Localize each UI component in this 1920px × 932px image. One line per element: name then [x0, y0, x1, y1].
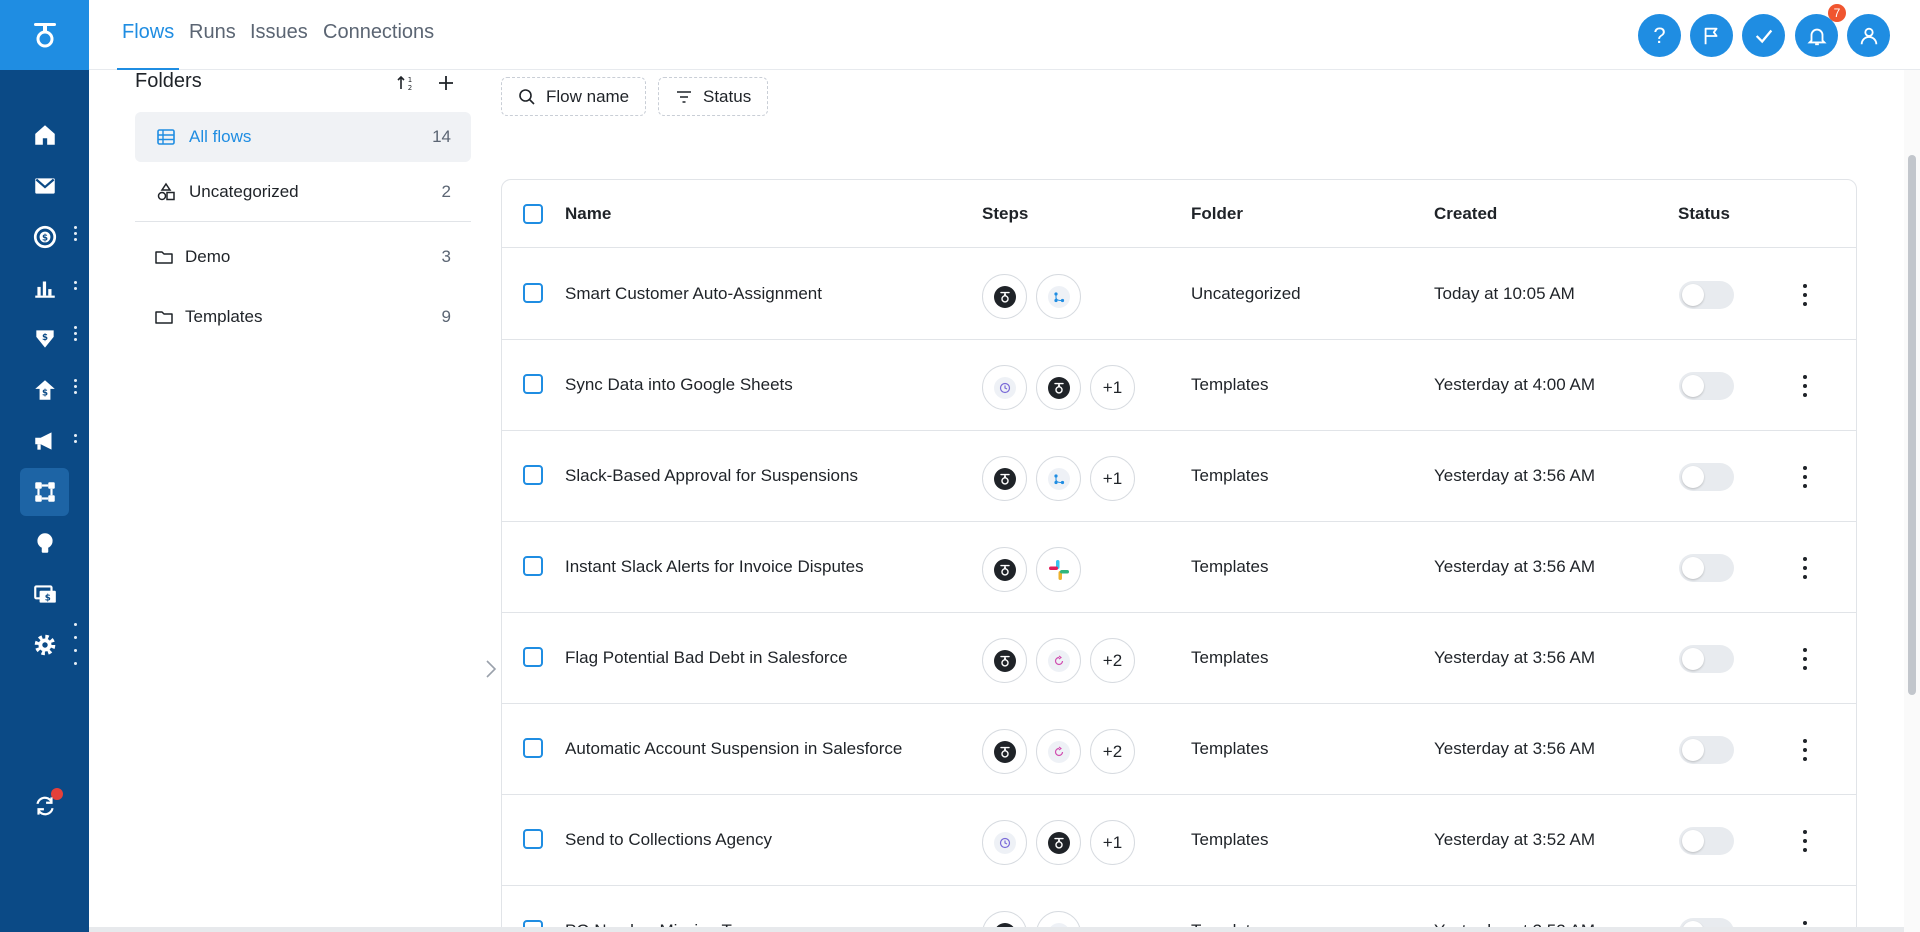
table-icon — [155, 126, 177, 148]
folder-count: 9 — [441, 307, 451, 326]
scrollbar-thumb[interactable] — [1908, 155, 1916, 695]
rail-menu-dots[interactable] — [72, 434, 78, 443]
dollar-cycle-icon — [32, 224, 58, 250]
status-toggle[interactable] — [1679, 554, 1734, 582]
bell-icon — [1806, 25, 1828, 47]
status-filter-label: Status — [703, 86, 752, 106]
status-toggle[interactable] — [1679, 281, 1734, 309]
flow-steps — [982, 274, 1081, 319]
flow-name[interactable]: Slack-Based Approval for Suspensions — [565, 466, 858, 485]
folder-uncategorized[interactable] — [135, 167, 471, 217]
flow-created: Yesterday at 3:56 AM — [1434, 739, 1595, 758]
column-folder[interactable]: Folder — [1191, 204, 1243, 223]
rail-insights[interactable] — [0, 519, 89, 567]
column-steps: Steps — [982, 204, 1029, 223]
status-toggle[interactable] — [1679, 736, 1734, 764]
folder-label: Templates — [185, 307, 263, 326]
column-status: Status — [1678, 204, 1730, 223]
collect-icon — [32, 326, 58, 352]
flow-folder: Templates — [1191, 375, 1269, 394]
flag-icon — [1701, 25, 1723, 47]
step-slack-icon — [1036, 547, 1081, 592]
svg-text:2: 2 — [407, 84, 413, 92]
folder-label: Demo — [185, 247, 231, 266]
step-branch-icon — [1036, 456, 1081, 501]
flow-steps — [982, 456, 1135, 501]
rail-menu-dots[interactable] — [72, 379, 78, 394]
flows-table — [501, 179, 1857, 932]
help-button[interactable] — [1638, 14, 1681, 57]
folder-icon — [153, 306, 175, 328]
row-actions-menu[interactable] — [1800, 645, 1810, 673]
folder-icon — [153, 246, 175, 268]
folder-divider — [135, 221, 471, 222]
step-loop-icon — [1036, 729, 1081, 774]
select-all-checkbox[interactable] — [523, 204, 543, 224]
check-icon — [1753, 25, 1775, 47]
status-toggle[interactable] — [1679, 463, 1734, 491]
flow-created: Yesterday at 3:56 AM — [1434, 466, 1595, 485]
lightbulb-icon — [32, 530, 58, 556]
collapse-panel-button[interactable] — [485, 658, 497, 685]
folder-count: 2 — [441, 182, 451, 201]
flow-created — [1434, 886, 1595, 932]
app-logo[interactable] — [0, 0, 89, 70]
rail-home[interactable] — [0, 111, 89, 159]
step-branch-icon — [1036, 274, 1081, 319]
flow-steps — [982, 365, 1135, 410]
step-app-logo-icon — [982, 456, 1027, 501]
user-icon — [1858, 25, 1880, 47]
tab-runs[interactable]: Runs — [189, 21, 236, 43]
filter-icon — [675, 88, 693, 106]
flow-name-filter[interactable] — [501, 77, 646, 116]
status-toggle[interactable] — [1679, 645, 1734, 673]
svg-text:$: $ — [41, 233, 48, 244]
flow-steps — [982, 729, 1135, 774]
notifications-badge: 7 — [1828, 4, 1846, 22]
question-icon: ? — [1653, 22, 1666, 48]
app-logo-icon — [30, 20, 60, 50]
flow-name[interactable]: Automatic Account Suspension in Salesforce — [565, 739, 903, 758]
flow-name[interactable]: Flag Potential Bad Debt in Salesforce — [565, 648, 848, 667]
row-checkbox[interactable] — [523, 374, 543, 394]
more-steps-count: +1 — [1090, 365, 1135, 410]
table-row[interactable] — [502, 704, 1856, 795]
rail-flows[interactable] — [0, 468, 89, 516]
step-app-logo-icon — [982, 729, 1027, 774]
table-row[interactable] — [502, 795, 1856, 886]
flow-name[interactable]: Send to Collections Agency — [565, 830, 772, 849]
mail-icon — [32, 173, 58, 199]
flow-steps — [982, 547, 1081, 592]
table-row[interactable] — [502, 613, 1856, 704]
step-app-logo-icon — [1036, 365, 1081, 410]
flag-button[interactable] — [1690, 14, 1733, 57]
row-actions-menu[interactable] — [1800, 827, 1810, 855]
tab-connections[interactable]: Connections — [323, 21, 435, 43]
flow-folder — [1191, 886, 1268, 932]
sort-folders-button[interactable] — [393, 70, 419, 96]
flow-folder: Templates — [1191, 648, 1269, 667]
megaphone-icon — [32, 428, 58, 454]
row-checkbox[interactable] — [523, 647, 543, 667]
folder-label: All flows — [189, 127, 252, 146]
row-actions-menu[interactable] — [1800, 736, 1810, 764]
plus-icon — [437, 74, 455, 92]
home-icon — [32, 122, 58, 148]
step-app-logo-icon — [982, 638, 1027, 683]
chevron-right-icon — [485, 658, 497, 680]
flow-name[interactable]: Sync Data into Google Sheets — [565, 375, 793, 394]
flow-folder: Templates — [1191, 557, 1269, 576]
row-actions-menu[interactable] — [1800, 554, 1810, 582]
row-checkbox[interactable] — [523, 829, 543, 849]
flow-folder: Templates — [1191, 739, 1269, 758]
status-toggle[interactable] — [1679, 827, 1734, 855]
folder-label: Uncategorized — [189, 182, 299, 201]
folder-count: 14 — [432, 127, 451, 146]
step-loop-icon — [1036, 638, 1081, 683]
folder-demo[interactable] — [135, 232, 471, 282]
sync-icon — [32, 793, 58, 819]
step-app-logo-icon — [982, 547, 1027, 592]
row-actions-menu[interactable] — [1800, 281, 1810, 309]
svg-text:$: $ — [44, 593, 51, 604]
tasks-button[interactable] — [1742, 14, 1785, 57]
step-clock-icon — [982, 365, 1027, 410]
app-rail — [0, 0, 89, 932]
flows-icon — [32, 479, 58, 505]
flow-name[interactable]: Smart Customer Auto-Assignment — [565, 284, 822, 303]
flow-folder: Uncategorized — [1191, 284, 1301, 303]
flow-folder: Templates — [1191, 466, 1269, 485]
flow-name-filter-label: Flow name — [546, 86, 630, 106]
row-actions-menu[interactable] — [1800, 463, 1810, 491]
flow-steps — [982, 820, 1135, 865]
svg-text:1: 1 — [407, 76, 413, 84]
step-clock-icon — [982, 820, 1027, 865]
rail-menu-dots[interactable] — [72, 226, 78, 241]
flow-name[interactable] — [565, 886, 744, 932]
row-actions-menu[interactable] — [1800, 372, 1810, 400]
more-steps-count: +1 — [1090, 456, 1135, 501]
table-row[interactable] — [502, 522, 1856, 613]
sort-icon — [396, 73, 416, 93]
flow-folder: Templates — [1191, 830, 1269, 849]
column-name[interactable]: Name — [565, 204, 612, 223]
more-steps-count: +2 — [1090, 638, 1135, 683]
tab-flows[interactable]: Flows — [122, 0, 174, 70]
flow-created: Yesterday at 3:56 AM — [1434, 648, 1595, 667]
rail-menu-dots[interactable] — [72, 281, 78, 290]
flow-name[interactable]: Instant Slack Alerts for Invoice Disputes — [565, 557, 864, 576]
horizontal-scrollbar — [89, 927, 1904, 932]
shapes-icon — [155, 181, 177, 203]
table-row[interactable] — [502, 886, 1856, 932]
flow-steps — [982, 638, 1135, 683]
rail-sync[interactable] — [0, 782, 89, 830]
upload-home-icon — [32, 377, 58, 403]
search-icon — [518, 88, 536, 106]
rail-billing[interactable] — [0, 570, 89, 618]
folder-templates[interactable] — [135, 292, 471, 342]
row-checkbox[interactable] — [523, 283, 543, 303]
settings-icon — [32, 632, 58, 658]
rail-menu-dots[interactable] — [72, 326, 78, 341]
status-toggle[interactable] — [1679, 372, 1734, 400]
bar-chart-icon — [32, 275, 58, 301]
row-checkbox[interactable] — [523, 556, 543, 576]
step-app-logo-icon — [982, 274, 1027, 319]
svg-text:$: $ — [41, 388, 48, 399]
table-row[interactable] — [502, 249, 1856, 340]
tab-issues[interactable]: Issues — [250, 21, 308, 43]
svg-text:$: $ — [41, 333, 48, 344]
folder-all-flows[interactable] — [135, 112, 471, 162]
row-checkbox[interactable] — [523, 738, 543, 758]
flow-created: Today at 10:05 AM — [1434, 284, 1575, 303]
folders-title: Folders — [135, 70, 202, 92]
column-created[interactable]: Created — [1434, 204, 1498, 223]
more-steps-count: +2 — [1090, 729, 1135, 774]
flow-created: Yesterday at 3:52 AM — [1434, 830, 1595, 849]
flow-created: Yesterday at 3:56 AM — [1434, 557, 1595, 576]
table-row[interactable] — [502, 431, 1856, 522]
row-checkbox[interactable] — [523, 465, 543, 485]
folder-count: 3 — [441, 247, 451, 266]
flow-created: Yesterday at 4:00 AM — [1434, 375, 1595, 394]
add-folder-button[interactable] — [433, 70, 459, 96]
step-app-logo-icon — [1036, 820, 1081, 865]
table-header — [502, 180, 1856, 248]
profile-button[interactable] — [1847, 14, 1890, 57]
table-row[interactable] — [502, 340, 1856, 431]
rail-menu-dots[interactable] — [72, 623, 78, 665]
billing-icon — [32, 581, 58, 607]
more-steps-count: +1 — [1090, 820, 1135, 865]
rail-mail[interactable] — [0, 162, 89, 210]
status-filter[interactable] — [658, 77, 768, 116]
